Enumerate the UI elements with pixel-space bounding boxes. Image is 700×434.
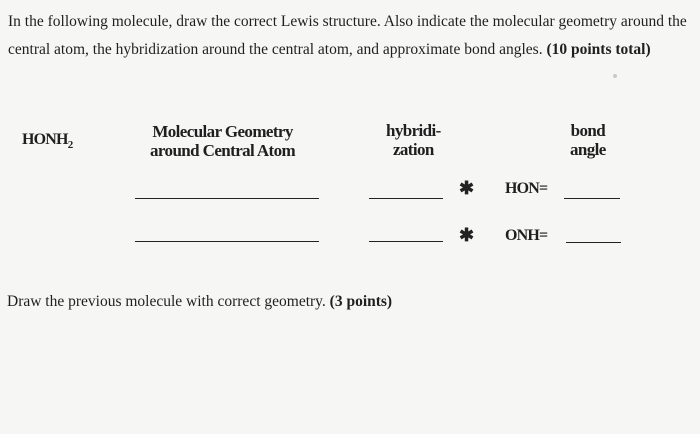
drawing-prompt-points: (3 points) bbox=[329, 293, 393, 310]
hybridization-header-line1: hybridi- bbox=[386, 121, 441, 140]
star-mark-icon: ✱ bbox=[459, 225, 475, 245]
header-hybridization bbox=[386, 121, 441, 159]
hybridization-answer-blank-1[interactable] bbox=[369, 198, 443, 199]
angle-answer-blank-2[interactable] bbox=[566, 242, 621, 243]
question-instructions bbox=[8, 8, 692, 64]
hybridization-answer-blank-2[interactable] bbox=[369, 241, 443, 242]
molecule-formula bbox=[22, 131, 72, 151]
drawing-prompt-text: Draw the previous molecule with correct geometry. bbox=[7, 293, 326, 310]
angle-answer-blank-1[interactable] bbox=[564, 198, 620, 199]
angle-label-onh: ONH= bbox=[505, 227, 548, 244]
instructions-text: In the following molecule, draw the correct Lewis structure. Also indicate the molecular geometry around the central atom, the hybridization around the central atom, and approximate bond angles. bbox=[8, 13, 687, 58]
formula-main: HONH bbox=[22, 131, 68, 148]
formula-subscript: 2 bbox=[67, 139, 73, 152]
geometry-answer-blank-2[interactable] bbox=[135, 241, 319, 242]
bond-header-line1: bond bbox=[570, 121, 606, 140]
angle-label-hon: HON= bbox=[505, 180, 548, 197]
drawing-prompt bbox=[7, 293, 392, 311]
star-mark-icon: ✱ bbox=[459, 178, 475, 198]
instructions-points: (10 points total) bbox=[546, 41, 651, 58]
geometry-answer-blank-1[interactable] bbox=[135, 198, 319, 199]
header-molecular-geometry bbox=[150, 122, 295, 160]
stray-mark bbox=[613, 74, 617, 78]
header-bond-angle bbox=[570, 121, 606, 159]
geometry-header-line2: around Central Atom bbox=[150, 141, 296, 160]
hybridization-header-line2: zation bbox=[392, 140, 434, 159]
geometry-header-line1: Molecular Geometry bbox=[152, 122, 293, 141]
bond-header-line2: angle bbox=[570, 140, 606, 159]
